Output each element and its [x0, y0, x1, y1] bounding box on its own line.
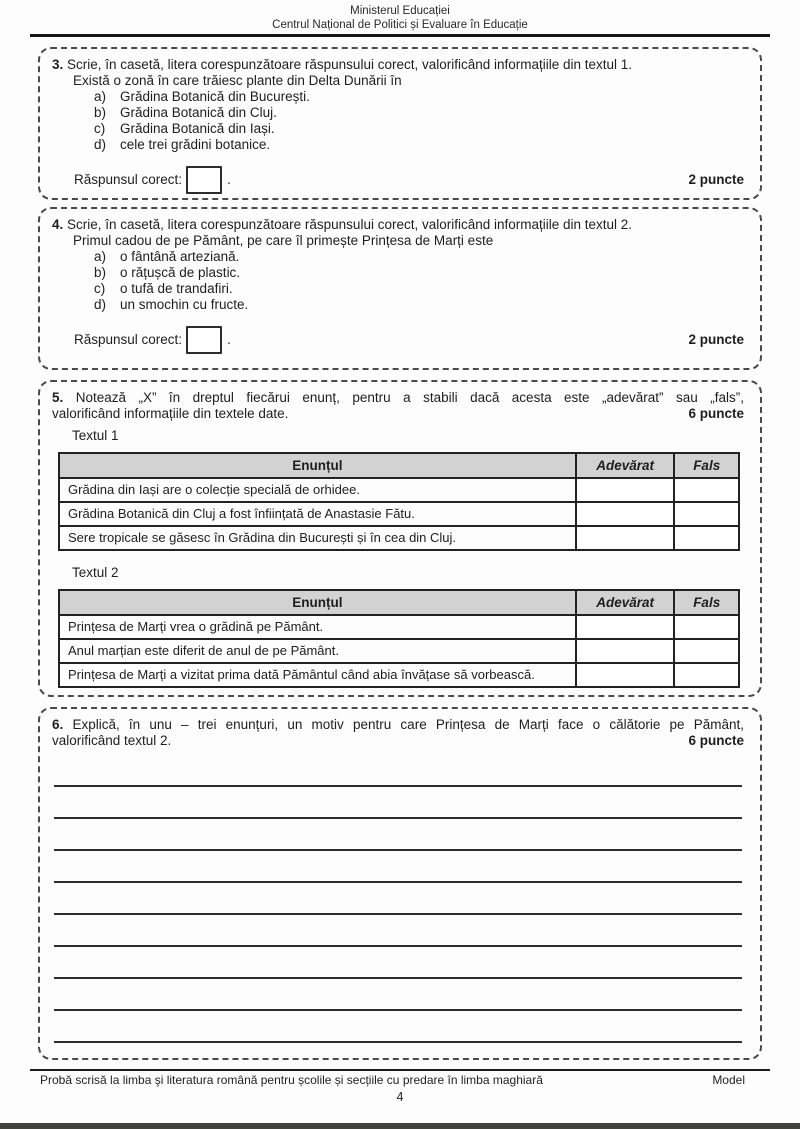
answer-input-box[interactable] — [186, 326, 222, 354]
question-3-box — [38, 47, 762, 200]
statement-text: Prințesa de Marți a vizitat prima dată Pământul când abia învățase să vorbească. — [59, 663, 576, 687]
option-row — [52, 249, 744, 265]
text-2-label: Textul 2 — [72, 565, 119, 580]
question-4-prompt: 4. Scrie, în casetă, litera corespunzătoare răspunsului corect, valorificând informațiile din textul 2. — [52, 217, 633, 232]
option-letter: c) — [94, 121, 106, 136]
option-letter: c) — [94, 281, 106, 296]
table-header-row — [59, 590, 739, 615]
column-header-fals: Fals — [674, 453, 739, 478]
option-letter: a) — [94, 249, 107, 264]
column-header-statement: Enunțul — [59, 453, 576, 478]
statement-row — [59, 526, 739, 550]
fals-cell[interactable] — [674, 663, 739, 687]
question-3-number: 3. — [52, 57, 64, 72]
option-text: cele trei grădini botanice. — [120, 137, 271, 152]
option-letter: b) — [94, 105, 107, 120]
question-3-prompt: 3. Scrie, în casetă, litera corespunzătoare răspunsului corect, valorificând informațiile din textul 1. — [52, 57, 633, 72]
fals-cell[interactable] — [674, 526, 739, 550]
writing-line[interactable] — [54, 1011, 742, 1043]
statement-text: Prințesa de Marți vrea o grădină pe Pământ. — [59, 615, 576, 639]
column-header-adevarat: Adevărat — [576, 453, 675, 478]
question-4-stem: Primul cadou de pe Pământ, pe care îl primește Prințesa de Marți este — [73, 233, 494, 248]
ministry-name: Ministerul Educației — [350, 5, 450, 17]
adevarat-cell[interactable] — [576, 526, 675, 550]
option-row — [52, 137, 744, 153]
option-text: o tufă de trandafiri. — [120, 281, 233, 296]
adevarat-cell[interactable] — [576, 502, 675, 526]
answer-input-box[interactable] — [186, 166, 222, 194]
statement-row — [59, 639, 739, 663]
column-header-adevarat: Adevărat — [576, 590, 675, 615]
answer-label: Răspunsul corect: — [74, 172, 183, 187]
statement-text: Grădina din Iași are o colecție specială de orhidee. — [59, 478, 576, 502]
adevarat-cell[interactable] — [576, 639, 675, 663]
option-letter: b) — [94, 265, 107, 280]
question-4-number: 4. — [52, 217, 64, 232]
writing-line[interactable] — [54, 819, 742, 851]
footer — [0, 1071, 800, 1087]
fals-cell[interactable] — [674, 502, 739, 526]
question-4-box — [38, 207, 762, 370]
text-1-label: Textul 1 — [72, 428, 119, 443]
option-text: un smochin cu fructe. — [120, 297, 249, 312]
answer-lines-area — [52, 755, 744, 1043]
question-6-prompt-line2: valorificând textul 2. 6 puncte — [52, 733, 744, 748]
option-row — [52, 297, 744, 313]
writing-line[interactable] — [54, 755, 742, 787]
question-4-answer-row — [52, 325, 744, 355]
option-row — [52, 265, 744, 281]
adevarat-cell[interactable] — [576, 615, 675, 639]
true-false-table-1 — [58, 452, 740, 551]
fals-cell[interactable] — [674, 478, 739, 502]
document-header — [0, 0, 800, 32]
question-3-stem: Există o zonă în care trăiesc plante din Delta Dunării în — [73, 73, 402, 88]
question-6-prompt: 6. Explică, în unu – trei enunțuri, un motiv pentru care Prințesa de Marți face o călătorie pe Pământ, — [52, 717, 744, 732]
fals-cell[interactable] — [674, 615, 739, 639]
writing-line[interactable] — [54, 883, 742, 915]
statement-row — [59, 663, 739, 687]
question-6-points: 6 puncte — [688, 733, 744, 748]
answer-label: Răspunsul corect: — [74, 332, 183, 347]
question-3-answer-row — [52, 165, 744, 195]
statement-text: Grădina Botanică din Cluj a fost înființată de Anastasie Fătu. — [59, 502, 576, 526]
option-text: Grădina Botanică din Iași. — [120, 121, 275, 136]
writing-line[interactable] — [54, 787, 742, 819]
header-rule — [30, 34, 770, 37]
option-letter: d) — [94, 297, 107, 312]
option-text: Grădina Botanică din Cluj. — [120, 105, 277, 120]
statement-row — [59, 502, 739, 526]
column-header-fals: Fals — [674, 590, 739, 615]
adevarat-cell[interactable] — [576, 663, 675, 687]
table-header-row — [59, 453, 739, 478]
question-4-points: 2 puncte — [688, 332, 744, 347]
statement-row — [59, 615, 739, 639]
question-6-box — [38, 707, 762, 1060]
writing-line[interactable] — [54, 979, 742, 1011]
question-3-points: 2 puncte — [688, 172, 744, 187]
option-row — [52, 121, 744, 137]
option-text: Grădina Botanică din București. — [120, 89, 310, 104]
bottom-scan-bar — [0, 1123, 800, 1129]
answer-period: . — [227, 172, 231, 187]
statement-text: Anul marțian este diferit de anul de pe Pământ. — [59, 639, 576, 663]
national-center-name: Centrul Național de Politici și Evaluare în Educație — [272, 19, 528, 31]
true-false-table-2 — [58, 589, 740, 688]
question-6-number: 6. — [52, 717, 64, 732]
adevarat-cell[interactable] — [576, 478, 675, 502]
statement-text: Sere tropicale se găsesc în Grădina din București și în cea din Cluj. — [59, 526, 576, 550]
writing-line[interactable] — [54, 851, 742, 883]
answer-period: . — [227, 332, 231, 347]
column-header-statement: Enunțul — [59, 590, 576, 615]
option-row — [52, 89, 744, 105]
option-text: o rățușcă de plastic. — [120, 265, 241, 280]
fals-cell[interactable] — [674, 639, 739, 663]
question-5-points: 6 puncte — [688, 406, 744, 421]
writing-line[interactable] — [54, 915, 742, 947]
question-5-prompt-line2: valorificând informațiile din textele date. 6 puncte — [52, 406, 744, 421]
footer-exam-title: Probă scrisă la limba şi literatura română pentru școlile și secțiile cu predare în limba maghiară — [40, 1073, 543, 1087]
page-number: 4 — [396, 1090, 404, 1104]
footer-model-label: Model — [712, 1073, 745, 1087]
writing-line[interactable] — [54, 947, 742, 979]
question-5-prompt: 5. Notează „X” în dreptul fiecărui enunț, pentru a stabili dacă acesta este „adevărat” sau „fals”, — [52, 390, 744, 405]
statement-row — [59, 478, 739, 502]
option-letter: a) — [94, 89, 107, 104]
option-letter: d) — [94, 137, 107, 152]
option-row — [52, 281, 744, 297]
question-5-box — [38, 380, 762, 697]
option-row — [52, 105, 744, 121]
question-5-number: 5. — [52, 390, 64, 405]
option-text: o fântână arteziană. — [120, 249, 240, 264]
